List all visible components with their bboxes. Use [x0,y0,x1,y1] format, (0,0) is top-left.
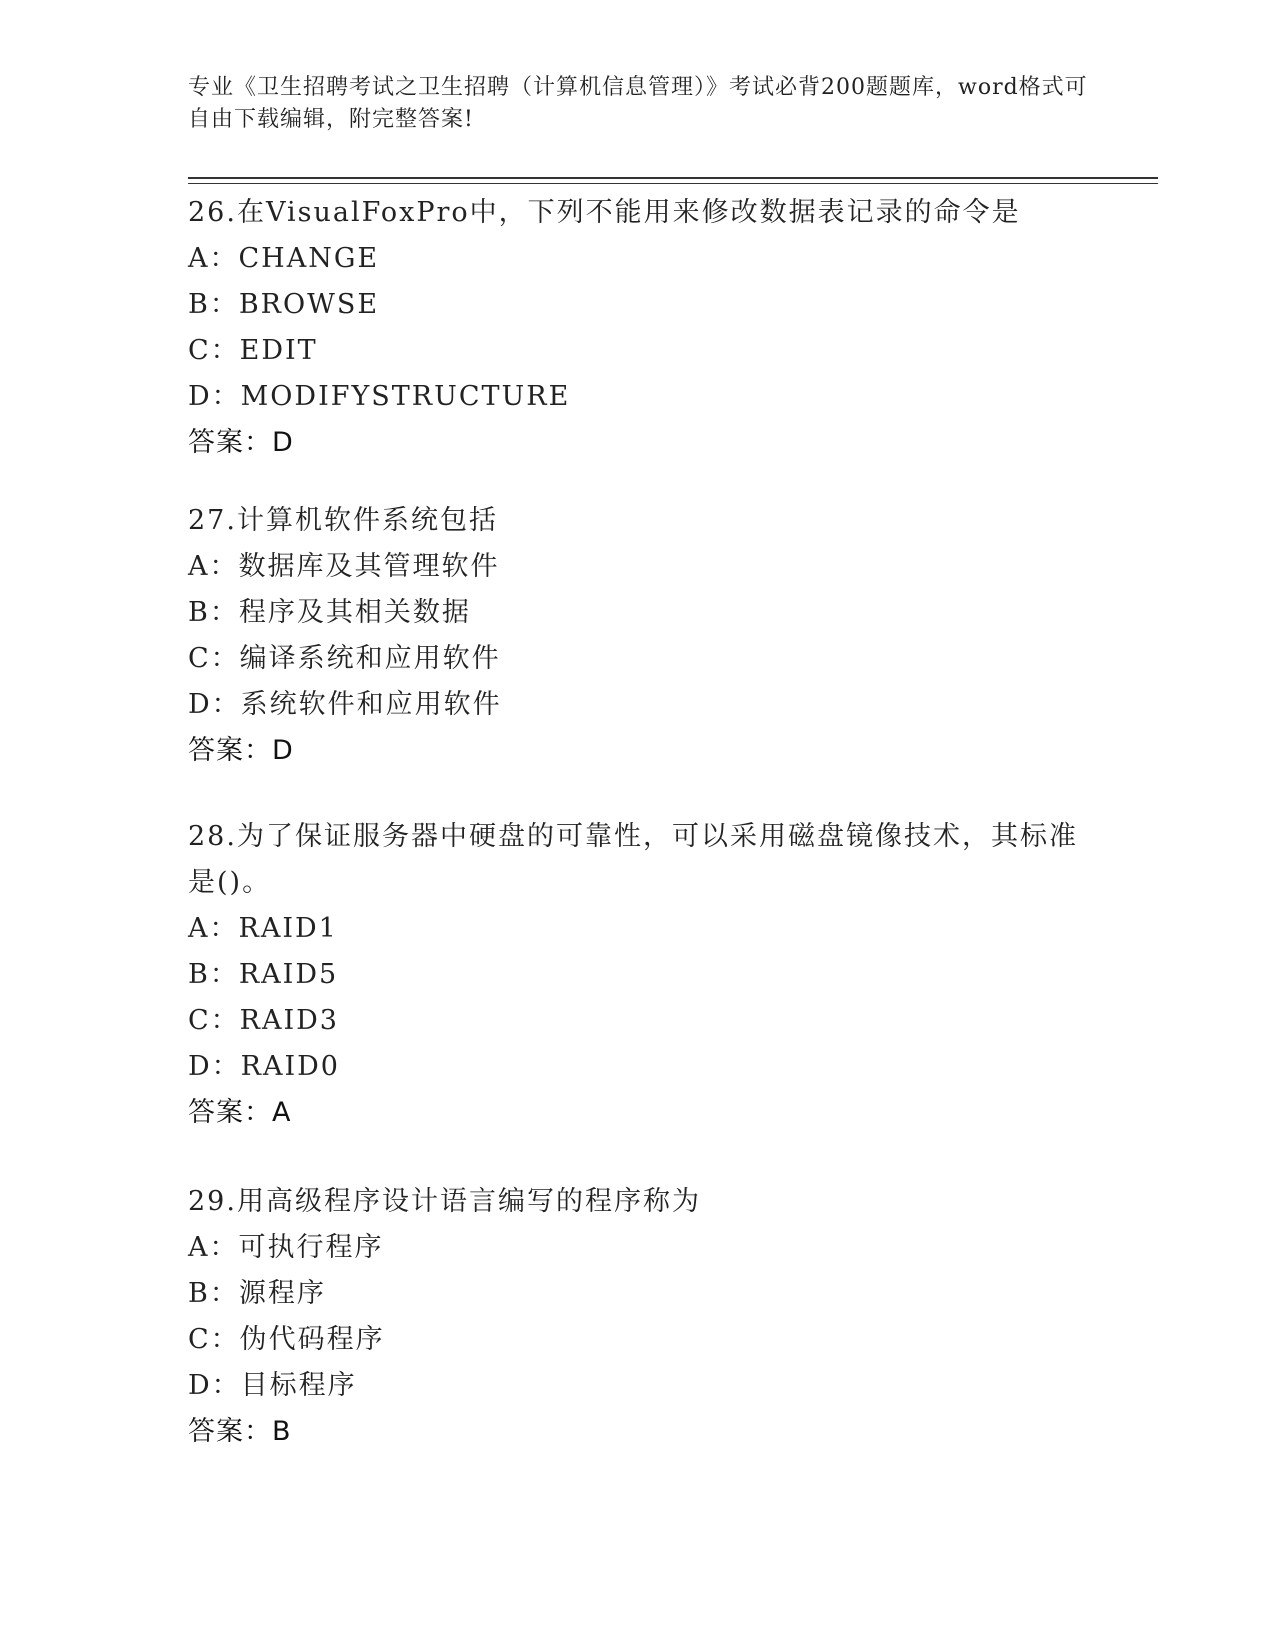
option-b: B：源程序 [188,1278,326,1309]
option-d: D：目标程序 [188,1370,357,1401]
question-stem: 26.在VisualFoxPro中，下列不能用来修改数据表记录的命令是 [188,197,1021,228]
option-a: A：可执行程序 [188,1232,384,1263]
question-27 [188,498,1088,774]
option-b: B：程序及其相关数据 [188,597,471,628]
option-d: D：MODIFYSTRUCTURE [188,381,571,412]
question-stem: 27.计算机软件系统包括 [188,505,498,536]
question-stem: 29.用高级程序设计语言编写的程序称为 [188,1186,701,1217]
option-a: A：RAID1 [188,913,338,944]
answer-label: 答案：D [188,735,294,766]
option-c: C：RAID3 [188,1005,339,1036]
option-c: C：编译系统和应用软件 [188,643,501,674]
option-d: D：系统软件和应用软件 [188,689,502,720]
header-divider-thick [188,177,1158,179]
option-a: A：CHANGE [188,243,380,274]
option-d: D：RAID0 [188,1051,340,1082]
answer-label: 答案：A [188,1097,292,1128]
question-28 [188,814,1088,1136]
question-26 [188,190,1088,466]
answer-label: 答案：D [188,427,294,458]
question-29 [188,1179,1088,1455]
document-header: 专业《卫生招聘考试之卫生招聘（计算机信息管理）》考试必背200题题库，word格式可自由下载编辑，附完整答案! [188,75,1088,132]
option-c: C：伪代码程序 [188,1324,385,1355]
answer-label: 答案：B [188,1416,292,1447]
option-c: C：EDIT [188,335,318,366]
question-stem: 28.为了保证服务器中硬盘的可靠性，可以采用磁盘镜像技术，其标准是()。 [188,821,1078,898]
option-a: A：数据库及其管理软件 [188,551,500,582]
option-b: B：BROWSE [188,289,380,320]
header-divider-thin [188,183,1158,184]
option-b: B：RAID5 [188,959,339,990]
